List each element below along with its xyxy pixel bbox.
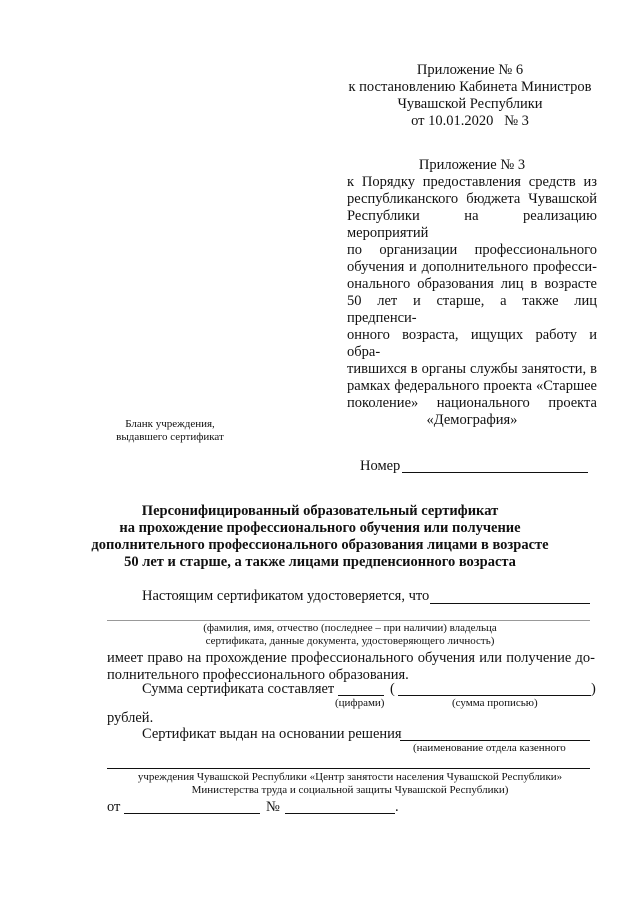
appendix3-line: тившихся в органы службы занятости, в	[347, 361, 597, 377]
appendix3-header	[347, 157, 597, 429]
institution-hint-line2: Министерства труда и социальной защиты Чувашской Республики)	[191, 784, 509, 796]
holder-details-field[interactable]	[107, 620, 590, 621]
sum-open-paren: (	[390, 681, 395, 697]
sum-label: Сумма сертификата составляет	[142, 681, 335, 697]
title-line3: дополнительного профессионального образования лицами в возрасте	[91, 537, 549, 553]
holder-name-field[interactable]	[430, 603, 590, 604]
appendix3-line: к Порядку предоставления средств из	[347, 174, 597, 190]
appendix6-title: Приложение № 6	[416, 62, 524, 78]
sum-close-paren: )	[591, 681, 596, 697]
appendix6-line2: к постановлению Кабинета Министров	[348, 79, 592, 95]
appendix3-line: онного возраста, ищущих работу и обра-	[347, 327, 597, 360]
words-hint: (сумма прописью)	[452, 697, 538, 709]
sum-digits-field[interactable]	[338, 695, 384, 696]
rubles-label: рублей.	[107, 710, 154, 726]
appendix3-line: рамках федерального проекта «Старшее	[347, 378, 597, 394]
fio-hint-line1: (фамилия, имя, отчество (последнее – при наличии) владельца	[203, 622, 497, 634]
dept-hint: (наименование отдела казенного	[413, 742, 566, 754]
appendix3-title: Приложение № 3	[418, 157, 526, 173]
digits-hint: (цифрами)	[335, 697, 385, 709]
number-field[interactable]	[402, 472, 588, 473]
sum-words-field[interactable]	[398, 695, 591, 696]
appendix3-line: республиканского бюджета Чувашской	[347, 191, 597, 207]
blank-line1: Бланк учреждения,	[125, 418, 215, 430]
institution-blank-note	[95, 418, 245, 444]
blank-line2: выдавшего сертификат	[116, 431, 224, 443]
decision-field-continued[interactable]	[107, 768, 590, 769]
fio-hint-line2: сертификата, данные документа, удостоверяющего личность)	[205, 635, 495, 647]
title-line1: Персонифицированный образовательный сертификат	[141, 503, 499, 519]
appendix3-line: по организации профессионального	[347, 242, 597, 258]
decision-field[interactable]	[400, 740, 590, 741]
appendix3-line: онального образования лиц в возрасте	[347, 276, 597, 292]
appendix3-last-line: «Демография»	[426, 412, 518, 428]
number-sign-label: №	[266, 799, 280, 815]
appendix3-line: 50 лет и старше, а также лиц предпенси-	[347, 293, 597, 326]
appendix3-line: Республики на реализацию мероприятий	[347, 208, 597, 241]
right-paragraph	[107, 650, 595, 684]
institution-hint-line1: учреждения Чувашской Республики «Центр занятости населения Чувашской Республики»	[137, 771, 563, 783]
decision-number-field[interactable]	[285, 813, 395, 814]
issued-label: Сертификат выдан на основании решения	[142, 726, 402, 742]
appendix6-date: от 10.01.2020 № 3	[411, 113, 529, 129]
end-dot: .	[395, 799, 399, 815]
appendix3-line: обучения и дополнительного професси-	[347, 259, 597, 275]
from-label: от	[107, 799, 121, 815]
certify-text: Настоящим сертификатом удостоверяется, что	[142, 588, 430, 604]
number-label: Номер	[360, 458, 401, 474]
certificate-title	[60, 503, 580, 571]
institution-hint	[80, 771, 620, 797]
fio-hint	[150, 622, 550, 648]
appendix6-line3: Чувашской Республики	[397, 96, 543, 112]
decision-date-field[interactable]	[124, 813, 260, 814]
right-line1: имеет право на прохождение профессионального обучения или получение до-	[107, 650, 595, 666]
appendix6-header	[345, 62, 595, 130]
appendix3-line: поколение» национального проекта	[347, 395, 597, 411]
title-line4: 50 лет и старше, а также лицами предпенсионного возраста	[124, 554, 516, 570]
right-line2: полнительного профессионального образования.	[107, 667, 409, 683]
title-line2: на прохождение профессионального обучения или получение	[119, 520, 521, 536]
